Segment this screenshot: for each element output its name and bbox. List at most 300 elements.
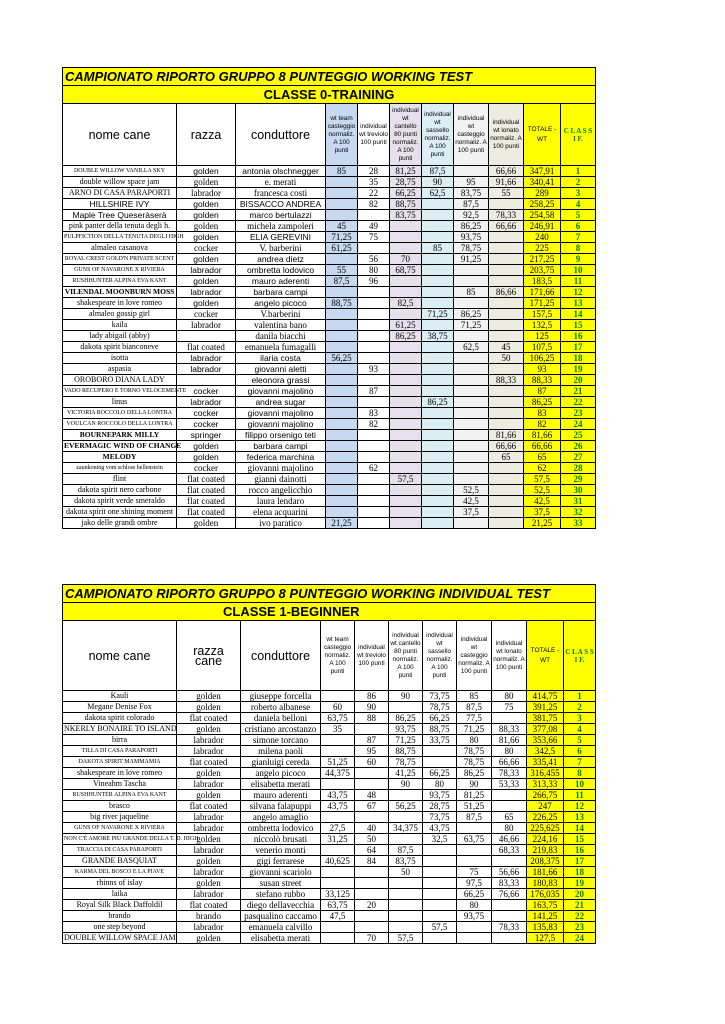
score-cell [390,287,422,298]
total-cell: 217,25 [524,254,561,265]
score-cell: 91,25 [454,254,489,265]
score-cell: 35 [358,177,390,188]
score-cell [390,243,422,254]
table-row [63,834,596,845]
rank-cell: 23 [564,922,596,933]
score-cell [489,320,524,331]
score-cell [423,867,457,878]
total-cell: 66,66 [524,441,561,452]
score-cell [489,276,524,287]
score-cell [321,867,355,878]
score-cell [489,485,524,496]
table-row [63,933,596,944]
score-cell: 37,5 [454,507,489,518]
total-cell: 181,66 [527,867,564,878]
total-cell: 135,83 [527,922,564,933]
table-row [63,779,596,790]
breed-cell: labrador [177,746,241,757]
dog-name-cell: brasco [63,801,177,812]
score-cell [422,210,454,221]
score-cell [321,922,355,933]
score-cell [358,331,390,342]
score-cell: 43,75 [321,801,355,812]
score-cell [326,331,358,342]
breed-cell: flat coated [177,801,241,812]
score-cell [422,463,454,474]
dog-name-cell: dakota spirit one shining moment [63,507,177,518]
score-cell [321,933,355,944]
ranking-table-training [62,67,596,529]
table-row [63,408,596,419]
score-cell: 56,25 [326,353,358,364]
breed-cell: golden [177,933,241,944]
rank-cell: 13 [561,298,596,309]
table-row [63,386,596,397]
handler-cell: cristiano arcostanzo [241,724,321,735]
rank-cell: 18 [561,353,596,364]
score-cell: 81,66 [489,430,524,441]
handler-cell: V.barberini [236,309,326,320]
score-cell: 41,25 [389,768,423,779]
score-cell: 62,5 [454,342,489,353]
dog-name-cell: big river jaqueline [63,812,177,823]
rank-cell: 21 [564,900,596,911]
score-cell [422,221,454,232]
rank-cell: 10 [561,265,596,276]
score-cell [454,364,489,375]
total-cell: 180,83 [527,878,564,889]
score-cell [389,834,423,845]
dog-name-cell: EVERMAGIC WIND OF CHANGE [64,441,182,450]
score-cell [457,922,492,933]
rank-cell: 17 [561,342,596,353]
table-row [63,713,596,724]
score-cell [390,430,422,441]
score-cell [454,331,489,342]
table-subtitle: CLASSE 0-TRAINING [63,86,596,104]
breed-cell [177,331,236,342]
score-cell: 93,75 [454,232,489,243]
rank-cell: 4 [564,724,596,735]
score-cell [355,867,389,878]
score-cell [454,452,489,463]
total-cell: 203,75 [524,265,561,276]
score-cell: 56,25 [389,801,423,812]
rank-cell: 16 [564,845,596,856]
header-cantello: individual wt cantello 80 punti normaliz. A 100 punti [390,104,422,166]
score-cell: 86 [355,691,389,702]
total-cell: 246,91 [524,221,561,232]
header-total: TOTALE - WT [527,621,564,691]
dog-name-cell: Maple Tree Queseràserà [63,210,177,221]
score-cell: 65 [492,812,527,823]
score-cell [358,397,390,408]
score-cell: 80 [492,691,527,702]
score-cell: 66,25 [390,188,422,199]
total-cell: 414,75 [527,691,564,702]
table-row [63,463,596,474]
score-cell: 90 [389,779,423,790]
dog-name-cell: one step beyond [63,922,177,933]
breed-cell: labrador [177,922,241,933]
score-cell [358,353,390,364]
score-cell [489,243,524,254]
score-cell [422,342,454,353]
score-cell: 76,66 [492,889,527,900]
table-title: CAMPIONATO RIPORTO GRUPPO 8 PUNTEGGIO WORKING INDIVIDUAL TEST [63,585,596,603]
total-cell: 62 [524,463,561,474]
total-cell: 224,16 [527,834,564,845]
score-cell: 86,25 [390,331,422,342]
score-cell [355,911,389,922]
dog-name-cell: almaleo casanova [63,243,177,254]
table-row [63,177,596,188]
score-cell [358,441,390,452]
handler-cell: elena acquarini [236,507,326,518]
score-cell: 82 [358,199,390,210]
handler-cell: giovanni majolino [236,463,326,474]
header-casteggio: individual wt casteggio normaliz. A 100 punti [454,104,489,166]
dog-name-cell: VILENDAL MOONBURN MOSS [63,287,177,298]
score-cell: 87,5 [457,702,492,713]
breed-cell: golden [177,177,236,188]
table-row [63,254,596,265]
title-row [63,585,596,603]
total-cell: 258,25 [524,199,561,210]
score-cell [355,779,389,790]
handler-cell: laura lendaro [236,496,326,507]
dog-name-cell: GRANDE BASQUIAT [63,856,177,867]
rank-cell: 5 [561,210,596,221]
total-cell: 37,5 [524,507,561,518]
score-cell: 66,66 [492,757,527,768]
score-cell: 93,75 [389,724,423,735]
score-cell: 80 [492,746,527,757]
score-cell: 68,75 [390,265,422,276]
score-cell [489,386,524,397]
breed-cell: labrador [177,320,236,331]
dog-name-cell: almaleo gossip girl [63,309,177,320]
score-cell [390,232,422,243]
rank-cell: 3 [561,188,596,199]
dog-name-cell: BOURNEPARK MILLY [63,430,177,441]
dog-name-cell: HILLSHIRE IVY [63,199,177,210]
score-cell: 28,75 [390,177,422,188]
handler-cell: daniela belloni [241,713,321,724]
score-cell [321,812,355,823]
table-row [63,812,596,823]
score-cell [358,320,390,331]
score-cell: 83 [358,408,390,419]
rank-cell: 12 [564,801,596,812]
score-cell [390,276,422,287]
score-cell: 87,5 [326,276,358,287]
table-row [63,375,596,386]
score-cell: 70 [390,254,422,265]
score-cell: 78,33 [492,768,527,779]
total-cell: 313,33 [527,779,564,790]
total-cell: 254,58 [524,210,561,221]
score-cell: 71,25 [389,735,423,746]
score-cell: 90 [355,702,389,713]
score-cell: 52,5 [454,485,489,496]
handler-cell: gianluigi cereda [241,757,321,768]
score-cell [423,746,457,757]
score-cell: 95 [454,177,489,188]
score-cell: 88,75 [390,199,422,210]
dog-name-cell: laika [63,889,177,900]
score-cell [390,507,422,518]
score-cell [422,474,454,485]
rank-cell: 15 [561,320,596,331]
score-cell: 81,66 [492,735,527,746]
breed-cell: golden [177,856,241,867]
breed-cell: golden [177,452,236,463]
score-cell: 78,75 [457,746,492,757]
score-cell [454,298,489,309]
table-row [63,911,596,922]
breed-cell: flat coated [177,507,236,518]
score-cell [454,386,489,397]
score-cell [492,790,527,801]
breed-cell: labrador [177,188,236,199]
handler-cell: diego dellavecchia [241,900,321,911]
score-cell: 40,625 [321,856,355,867]
score-cell [358,309,390,320]
score-cell: 49 [358,221,390,232]
breed-cell: flat coated [177,713,241,724]
score-cell: 43,75 [423,823,457,834]
total-cell: 225 [524,243,561,254]
score-cell: 35 [321,724,355,735]
score-cell: 85 [326,166,358,177]
score-cell [326,397,358,408]
handler-cell: eleonora grassi [236,375,326,386]
total-cell: 86,25 [524,397,561,408]
score-cell [454,419,489,430]
score-cell: 51,25 [457,801,492,812]
score-cell: 66,25 [423,768,457,779]
rank-cell: 6 [564,746,596,757]
total-cell: 157,5 [524,309,561,320]
header-treviolo: individual wt treviolo 100 punti [358,104,390,166]
score-cell: 28 [358,166,390,177]
score-cell [389,911,423,922]
breed-cell: golden [177,276,236,287]
header-cantello: individual wt cantello 80 punti normaliz. A 100 punti [389,621,423,691]
score-cell [422,375,454,386]
score-cell: 83,75 [454,188,489,199]
rank-cell: 1 [564,691,596,702]
score-cell [358,452,390,463]
total-cell: 266,75 [527,790,564,801]
score-cell: 75 [492,702,527,713]
dog-name-cell: shakespeare in love romeo [63,768,177,779]
rank-cell: 28 [561,463,596,474]
handler-cell: federica marchina [236,452,326,463]
score-cell: 66,66 [489,221,524,232]
score-cell [326,287,358,298]
score-cell [358,287,390,298]
score-cell [422,232,454,243]
table-row [63,397,596,408]
score-cell: 88 [355,713,389,724]
score-cell [326,364,358,375]
score-cell: 81,25 [390,166,422,177]
dog-name-cell: DAKOTA SPIRIT MAMMAMIA [63,757,177,768]
table-row [63,801,596,812]
table-row [63,353,596,364]
header-treviolo: individual wt treviolo 100 punti [355,621,389,691]
dog-name-cell: MELODY [63,452,177,463]
table-row [63,364,596,375]
rank-cell: 14 [564,823,596,834]
score-cell: 71,25 [422,309,454,320]
table-row [63,496,596,507]
rank-cell: 2 [564,702,596,713]
score-cell [423,845,457,856]
rank-cell: 2 [561,177,596,188]
score-cell: 61,25 [326,243,358,254]
dog-name-cell: dakota spirit verde smeraldo [63,496,177,507]
breed-cell: brando [177,911,241,922]
score-cell [321,779,355,790]
rank-cell: 14 [561,309,596,320]
score-cell: 88,75 [389,746,423,757]
score-cell: 78,33 [492,922,527,933]
score-cell [489,254,524,265]
header-sassello: individual wt sassello normaliz. A 100 punti [422,104,454,166]
breed-cell: golden [177,768,241,779]
breed-cell: golden [177,254,236,265]
score-cell [321,746,355,757]
total-cell: 219,83 [527,845,564,856]
score-cell: 87,5 [389,845,423,856]
table-row [63,188,596,199]
table-row [63,287,596,298]
score-cell: 85 [422,243,454,254]
score-cell: 65 [489,452,524,463]
score-cell: 40 [355,823,389,834]
handler-cell: ivo paratico [236,518,326,529]
score-cell [423,911,457,922]
score-cell: 78,75 [423,702,457,713]
rank-cell: 27 [561,452,596,463]
score-cell [457,856,492,867]
score-cell [489,474,524,485]
score-cell [389,922,423,933]
breed-cell: labrador [177,845,241,856]
total-cell: 125 [524,331,561,342]
score-cell: 78,75 [389,757,423,768]
rank-cell: 20 [564,889,596,900]
score-cell: 71,25 [457,724,492,735]
dog-name-cell: dakota spirit bianconeve [63,342,177,353]
dog-name-cell: VICTORIA ROCCOLO DELLA LONTRA [63,408,177,419]
score-cell: 63,75 [321,713,355,724]
score-cell [326,452,358,463]
score-cell: 80 [492,823,527,834]
score-cell [489,309,524,320]
total-cell: 93 [524,364,561,375]
rank-cell: 8 [561,243,596,254]
total-cell: 82 [524,419,561,430]
total-cell: 377,08 [527,724,564,735]
score-cell [489,518,524,529]
dog-name-cell: ARNO DI CASA PARAPORTI [63,188,177,199]
score-cell [489,397,524,408]
table-row [63,823,596,834]
score-cell: 80 [457,900,492,911]
rank-cell: 33 [561,518,596,529]
score-cell [489,507,524,518]
score-cell [390,463,422,474]
handler-cell: filippo orsenigo teti [236,430,326,441]
handler-cell: marco bertulazzi [236,210,326,221]
score-cell [422,276,454,287]
handler-cell: mauro aderenti [236,276,326,287]
rank-cell: 17 [564,856,596,867]
score-cell [422,364,454,375]
rank-cell: 22 [564,911,596,922]
score-cell: 77,5 [457,713,492,724]
dog-name-cell: Kauli [63,691,177,702]
handler-cell: gigi ferrarese [241,856,321,867]
header-handler: conduttore [236,104,326,166]
table-row [63,265,596,276]
score-cell: 61,25 [390,320,422,331]
handler-cell: angelo amaglio [241,812,321,823]
dog-name-cell: GUNS OF NAVARONE X RIVIERA [63,823,177,834]
score-cell [422,265,454,276]
rank-cell: 19 [561,364,596,375]
score-cell [358,210,390,221]
score-cell [326,485,358,496]
score-cell: 90 [422,177,454,188]
score-cell [389,900,423,911]
score-cell: 92,5 [454,210,489,221]
total-cell: 226,25 [527,812,564,823]
handler-cell: giovanni majolino [236,386,326,397]
score-cell: 71,25 [454,320,489,331]
score-cell [422,353,454,364]
breed-cell: labrador [177,867,241,878]
breed-cell: golden [177,834,241,845]
total-cell: 391,25 [527,702,564,713]
handler-cell: rocco angelicchio [236,485,326,496]
table-row [63,518,596,529]
score-cell: 32,5 [423,834,457,845]
table-row [63,309,596,320]
table-row [63,232,596,243]
score-cell [326,419,358,430]
handler-cell: ombretta lodovico [241,823,321,834]
score-cell [389,790,423,801]
score-cell [326,386,358,397]
score-cell [454,265,489,276]
dog-name-cell: DOUBLE WILLOW SPACE JAM [64,933,176,942]
breed-cell: cocker [177,309,236,320]
breed-cell: cocker [177,408,236,419]
score-cell: 55 [489,188,524,199]
score-cell: 21,25 [326,518,358,529]
rank-cell: 22 [561,397,596,408]
score-cell: 53,33 [492,779,527,790]
score-cell [422,452,454,463]
score-cell [492,713,527,724]
dog-name-cell: jako delle grandi ombre [63,518,177,529]
score-cell [489,463,524,474]
